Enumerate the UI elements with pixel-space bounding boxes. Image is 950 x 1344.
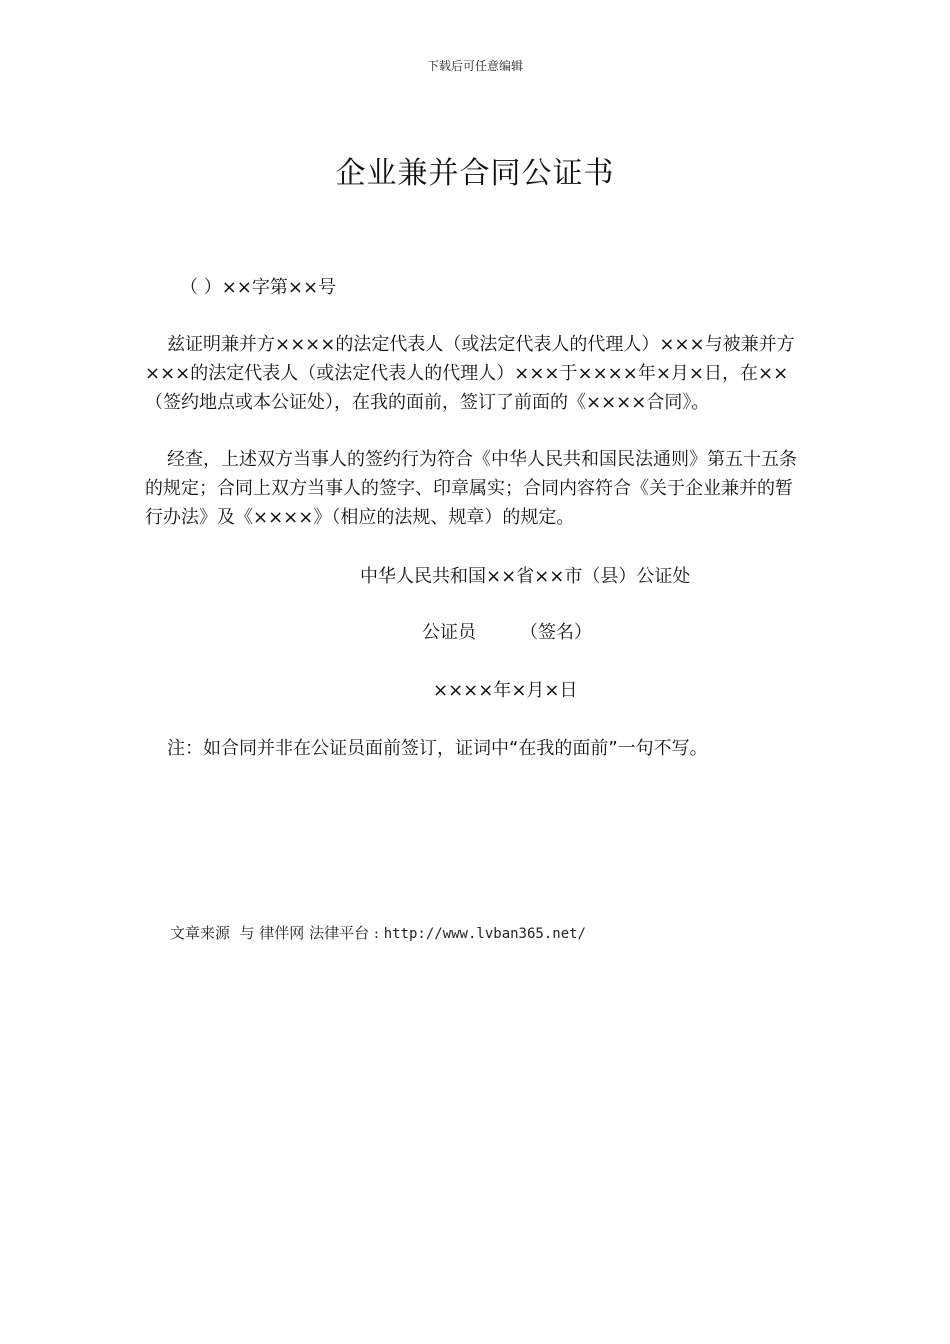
source-attribution xyxy=(170,922,586,943)
document-title: 企业兼并合同公证书 xyxy=(335,156,615,191)
certification-paragraph: 兹证明兼并方××××的法定代表人（或法定代表人的代理人）×××与被兼并方×××的法定代表人（或法定代表人的代理人）×××于××××年×月×日，在××（签约地点或本公证处），在我的面前，签订了前面的《××××合同》。 xyxy=(145,334,795,413)
footnote: 注：如合同并非在公证员面前签订，证词中“在我的面前”一句不写。 xyxy=(167,738,708,759)
verification-paragraph: 经查，上述双方当事人的签约行为符合《中华人民共和国民法通则》第五十五条的规定；合同上双方当事人的签字、印章属实；合同内容符合《关于企业兼并的暂行办法》及《××××》（相应的法规、规章）的规定。 xyxy=(145,449,797,528)
download-edit-note: 下载后可任意编辑 xyxy=(426,59,523,73)
notary-signature-line xyxy=(422,618,592,644)
notary-office: 中华人民共和国××省××市（县）公证处 xyxy=(360,566,691,587)
signature-label: （签名） xyxy=(520,622,592,643)
reference-number: （ ）××字第××号 xyxy=(180,277,337,298)
source-label: 文章来源 与 律伴网 法律平台 : xyxy=(170,924,379,942)
notary-label: 公证员 xyxy=(422,622,476,643)
document-date: ××××年×月×日 xyxy=(433,680,578,701)
source-link[interactable]: http://www.lvban365.net/ xyxy=(383,926,586,942)
